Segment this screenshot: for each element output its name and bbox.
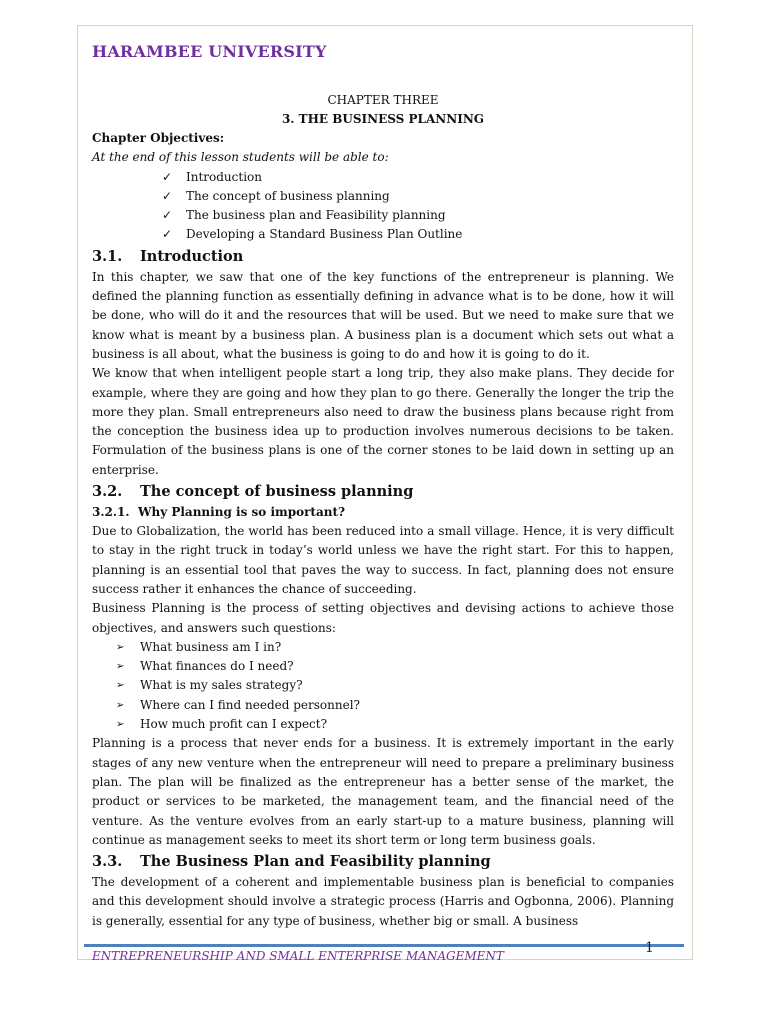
arrow-bullet-icon: ➢	[116, 641, 125, 653]
footer-course-title: ENTREPRENEURSHIP AND SMALL ENTERPRISE MANAGEMENT	[92, 949, 504, 963]
objectives-title: Chapter Objectives:	[92, 131, 225, 145]
objectives-list	[92, 168, 674, 245]
question-item: ➢ How much profit can I expect?	[116, 715, 674, 734]
objectives-intro: At the end of this lesson students will be able to:	[92, 150, 389, 165]
arrow-bullet-icon: ➢	[116, 661, 125, 673]
document-body	[92, 91, 674, 931]
objective-item: ✓ Developing a Standard Business Plan Outline	[162, 225, 674, 244]
question-item: ➢ What business am I in?	[116, 638, 674, 657]
section-3-1-heading: 3.1. Introduction	[92, 247, 244, 265]
chapter-subheading: 3. THE BUSINESS PLANNING	[281, 112, 485, 126]
section-3-2-paragraph-3: Planning is a process that never ends for a business. It is extremely important in the early stages of any new venture when the entrepreneur will need to prepare a preliminary business plan. The plan will be finalized as the entrepreneur has a better sense of the market, the product or services to be marketed, the management team, and the financial need of the venture. As the venture evolves from an early start-up to a mature business, planning will continue as management seeks to meet its short term or long term business goals.	[92, 736, 674, 847]
section-3-1-paragraph-1: In this chapter, we saw that one of the key functions of the entrepreneur is planning. We defined the planning function as essentially defining in advance what is to be done, how it will be done, who will do it and the resources that will be used. But we need to make sure that we know what is meant by a business plan. A business plan is a document which sets out what a business is all about, what the business is going to do and how it is going to do it.	[92, 269, 674, 361]
section-3-2-paragraph-2: Business Planning is the process of setting objectives and devising actions to achieve those objectives, and answers such questions:	[92, 601, 674, 635]
checkmark-icon: ✓	[162, 227, 173, 242]
questions-list	[92, 638, 674, 734]
question-item: ➢ Where can I find needed personnel?	[116, 696, 674, 715]
section-3-2-paragraph-1: Due to Globalization, the world has been reduced into a small village. Hence, it is very difficult to stay in the right truck in today’s world unless we have the right start. For this to happen, planning is an essential tool that paves the way to success. In fact, planning does not ensure success rather it enhances the chance of succeeding.	[92, 524, 674, 596]
question-item: ➢ What finances do I need?	[116, 657, 674, 676]
section-3-1-paragraph-2: We know that when intelligent people start a long trip, they also make plans. They decide for example, where they are going and how they plan to go there. Generally the longer the trip the more they plan. Small entrepreneurs also need to draw the business plans because right from the conception the business idea up to production involves numerous decisions to be taken. Formulation of the business plans is one of the corner stones to be laid down in setting up an enterprise.	[92, 366, 674, 477]
footer-rule	[84, 944, 684, 947]
objective-item: ✓ The business plan and Feasibility planning	[162, 206, 674, 225]
question-item: ➢ What is my sales strategy?	[116, 676, 674, 695]
checkmark-icon: ✓	[162, 169, 173, 184]
checkmark-icon: ✓	[162, 188, 173, 203]
section-3-3-paragraph-1: The development of a coherent and implementable business plan is beneficial to companies and this development should involve a strategic process (Harris and Ogbonna, 2006). Planning is generally, essential for any type of business, whether big or small. A business	[92, 875, 674, 928]
arrow-bullet-icon: ➢	[116, 699, 125, 711]
section-3-3-heading: 3.3. The Business Plan and Feasibility planning	[92, 853, 491, 871]
objective-item: ✓ The concept of business planning	[162, 187, 674, 206]
arrow-bullet-icon: ➢	[116, 680, 125, 692]
section-3-2-1-heading: 3.2.1. Why Planning is so important?	[92, 505, 346, 520]
chapter-heading: CHAPTER THREE	[327, 93, 439, 107]
arrow-bullet-icon: ➢	[116, 719, 125, 731]
objective-item: ✓ Introduction	[162, 168, 674, 187]
university-header: HARAMBEE UNIVERSITY	[92, 42, 327, 61]
checkmark-icon: ✓	[162, 208, 173, 223]
section-3-2-heading: 3.2. The concept of business planning	[92, 483, 414, 501]
page-number: 1	[645, 940, 654, 956]
